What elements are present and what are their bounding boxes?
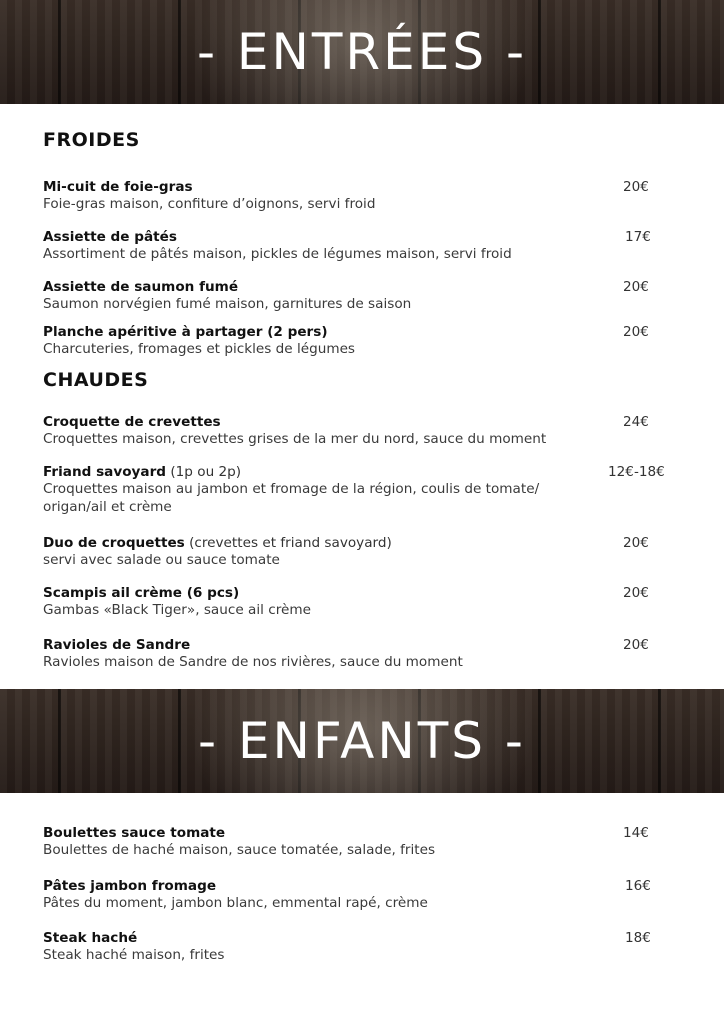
item-description: Charcuteries, fromages et pickles de légumes bbox=[43, 341, 356, 357]
item-description: Gambas «Black Tiger», sauce ail crème bbox=[43, 602, 311, 618]
item-price: 20€ bbox=[623, 324, 649, 340]
section-title-froides: FROIDES bbox=[43, 129, 140, 151]
item-price: 20€ bbox=[623, 179, 649, 195]
menu-item bbox=[43, 414, 673, 449]
item-description: Croquettes maison, crevettes grises de la mer du nord, sauce du moment bbox=[43, 431, 547, 447]
menu-item bbox=[43, 279, 673, 314]
menu-item bbox=[43, 535, 673, 570]
item-price: 20€ bbox=[623, 279, 649, 295]
item-description: Saumon norvégien fumé maison, garnitures de saison bbox=[43, 296, 412, 312]
item-name: Assiette de saumon fumé bbox=[43, 279, 239, 295]
item-description: servi avec salade ou sauce tomate bbox=[43, 552, 280, 568]
item-price: 20€ bbox=[623, 535, 649, 551]
item-description: Foie-gras maison, confiture d’oignons, servi froid bbox=[43, 196, 376, 212]
item-price: 17€ bbox=[625, 229, 651, 245]
item-description: Croquettes maison au jambon et fromage de la région, coulis de tomate/ origan/ail et crème bbox=[43, 481, 540, 515]
item-name: Friand savoyard (1p ou 2p) bbox=[43, 464, 242, 480]
item-description: Boulettes de haché maison, sauce tomatée, salade, frites bbox=[43, 842, 436, 858]
enfants-banner bbox=[0, 689, 724, 793]
item-price: 16€ bbox=[625, 878, 651, 894]
menu-item bbox=[43, 930, 673, 965]
item-name: Scampis ail crème (6 pcs) bbox=[43, 585, 240, 601]
entrees-title: - ENTRÉES - bbox=[196, 23, 528, 81]
item-price: 20€ bbox=[623, 637, 649, 653]
entrees-banner bbox=[0, 0, 724, 104]
enfants-title: - ENFANTS - bbox=[198, 712, 526, 770]
item-name: Assiette de pâtés bbox=[43, 229, 177, 245]
menu-item bbox=[43, 324, 673, 359]
section-title-chaudes: CHAUDES bbox=[43, 369, 149, 391]
menu-item bbox=[43, 464, 673, 516]
item-name: Steak haché bbox=[43, 930, 138, 946]
item-name: Boulettes sauce tomate bbox=[43, 825, 226, 841]
menu-item bbox=[43, 229, 673, 264]
item-price: 14€ bbox=[623, 825, 649, 841]
item-price: 24€ bbox=[623, 414, 649, 430]
item-description: Pâtes du moment, jambon blanc, emmental rapé, crème bbox=[43, 895, 428, 911]
item-description: Assortiment de pâtés maison, pickles de légumes maison, servi froid bbox=[43, 246, 512, 262]
menu-item bbox=[43, 585, 673, 620]
item-name: Planche apéritive à partager (2 pers) bbox=[43, 324, 328, 340]
menu-item bbox=[43, 878, 673, 913]
item-name: Ravioles de Sandre bbox=[43, 637, 191, 653]
menu-item bbox=[43, 637, 673, 672]
item-name: Croquette de crevettes bbox=[43, 414, 221, 430]
menu-item bbox=[43, 825, 673, 860]
item-name: Mi-cuit de foie-gras bbox=[43, 179, 193, 195]
menu-item bbox=[43, 179, 673, 214]
item-name: Duo de croquettes (crevettes et friand savoyard) bbox=[43, 535, 392, 551]
item-price: 18€ bbox=[625, 930, 651, 946]
item-description: Ravioles maison de Sandre de nos rivières, sauce du moment bbox=[43, 654, 463, 670]
item-price: 12€-18€ bbox=[608, 464, 665, 480]
item-description: Steak haché maison, frites bbox=[43, 947, 225, 963]
item-price: 20€ bbox=[623, 585, 649, 601]
item-name: Pâtes jambon fromage bbox=[43, 878, 217, 894]
